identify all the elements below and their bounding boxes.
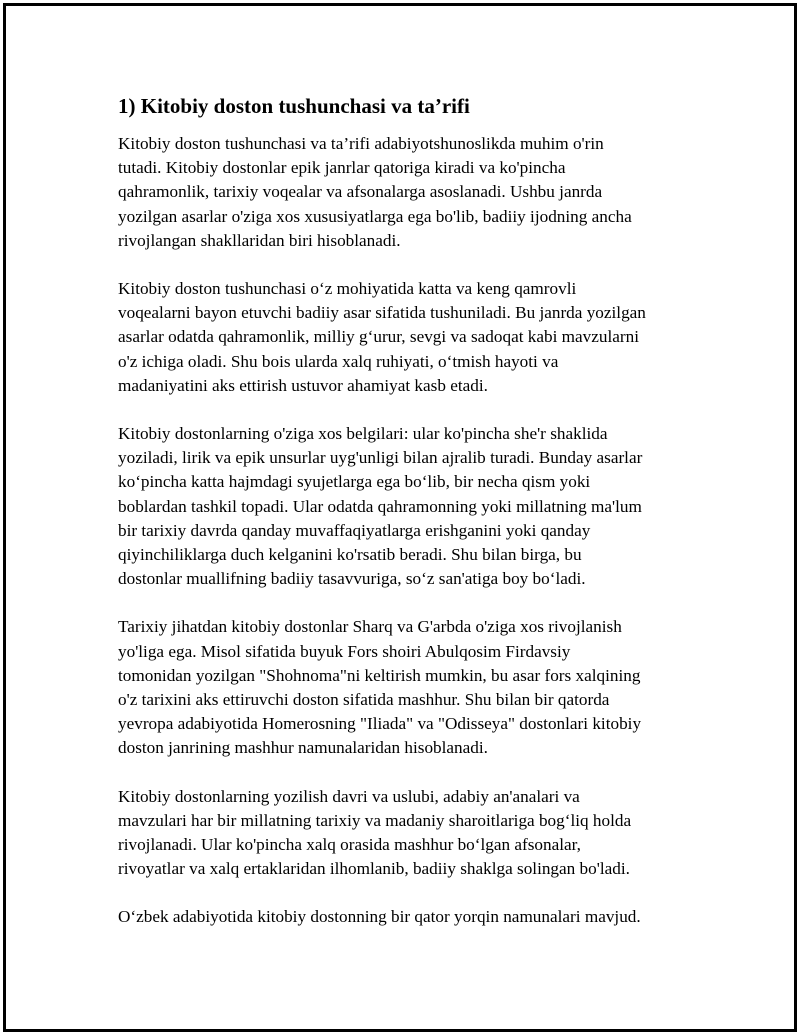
text-line: boblardan tashkil topadi. Ular odatda qahramonning yoki millatning ma'lum	[118, 496, 642, 516]
text-line: voqealarni bayon etuvchi badiiy asar sifatida tushuniladi. Bu janrda yozilgan	[118, 303, 646, 323]
text-line: o'z tarixini aks ettiruvchi doston sifatida mashhur. Shu bilan bir qatorda	[118, 690, 610, 710]
paragraph-2	[118, 277, 688, 398]
text-line: rivojlanadi. Ular ko'pincha xalq orasida mashhur bo‘lgan afsonalar,	[118, 835, 581, 855]
text-line: doston janrining mashhur namunalaridan hisoblanadi.	[118, 738, 488, 758]
text-line: qahramonlik, tarixiy voqealar va afsonalarga asoslanadi. Ushbu janrda	[118, 182, 603, 202]
text-line: tutadi. Kitobiy dostonlar epik janrlar qatoriga kiradi va ko'pincha	[118, 158, 566, 178]
text-line: Kitobiy doston tushunchasi o‘z mohiyatida katta va keng qamrovli	[118, 279, 577, 299]
text-line: madaniyatini aks ettirish ustuvor ahamiyat kasb etadi.	[118, 375, 488, 395]
paragraph-1	[118, 132, 688, 253]
text-line: Kitobiy doston tushunchasi va ta’rifi adabiyotshunoslikda muhim o'rin	[118, 134, 604, 153]
text-line: yo'liga ega. Misol sifatida buyuk Fors shoiri Abulqosim Firdavsiy	[118, 641, 571, 661]
text-line: Kitobiy dostonlarning yozilish davri va uslubi, adabiy an'analari va	[118, 786, 580, 806]
text-line: rivojlangan shakllaridan biri hisoblanadi.	[118, 230, 401, 250]
text-line: asarlar odatda qahramonlik, milliy g‘urur, sevgi va sadoqat kabi mavzularni	[118, 327, 639, 347]
text-line: tomonidan yozilgan "Shohnoma"ni keltirish mumkin, bu asar fors xalqining	[118, 665, 641, 685]
text-line: Tarixiy jihatdan kitobiy dostonlar Sharq va G'arbda o'ziga xos rivojlanish	[118, 617, 622, 637]
text-line: yoziladi, lirik va epik unsurlar uyg'unligi bilan ajralib turadi. Bunday asarlar	[118, 448, 643, 468]
text-line: yozilgan asarlar o'ziga xos xususiyatlarga ega bo'lib, badiiy ijodning ancha	[118, 206, 632, 226]
paragraph-3	[118, 422, 688, 591]
text-line: yevropa adabiyotida Homerosning "Iliada" va "Odisseya" dostonlari kitobiy	[118, 714, 642, 734]
paragraph-6	[118, 905, 688, 929]
text-line: ko‘pincha katta hajmdagi syujetlarga ega bo‘lib, bir necha qism yoki	[118, 472, 591, 492]
text-line: Kitobiy dostonlarning o'ziga xos belgilari: ular ko'pincha she'r shaklida	[118, 424, 608, 444]
paragraph-4	[118, 615, 688, 760]
text-line: O‘zbek adabiyotida kitobiy dostonning bir qator yorqin namunalari mavjud.	[118, 907, 641, 927]
paragraph-5	[118, 785, 688, 882]
document-body	[118, 92, 688, 954]
text-line: bir tarixiy davrda qanday muvaffaqiyatlarga erishganini yoki qanday	[118, 520, 591, 540]
text-line: o'z ichiga oladi. Shu bois ularda xalq ruhiyati, o‘tmish hayoti va	[118, 351, 559, 371]
text-line: dostonlar muallifning badiiy tasavvuriga, so‘z san'atiga boy bo‘ladi.	[118, 569, 586, 589]
text-line: mavzulari har bir millatning tarixiy va madaniy sharoitlariga bog‘liq holda	[118, 810, 632, 830]
text-line: qiyinchiliklarga duch kelganini ko'rsatib beradi. Shu bilan birga, bu	[118, 545, 582, 565]
text-line: rivoyatlar va xalq ertaklaridan ilhomlanib, badiiy shaklga solingan bo'ladi.	[118, 859, 630, 879]
section-heading: 1) Kitobiy doston tushunchasi va ta’rifi	[118, 94, 470, 118]
